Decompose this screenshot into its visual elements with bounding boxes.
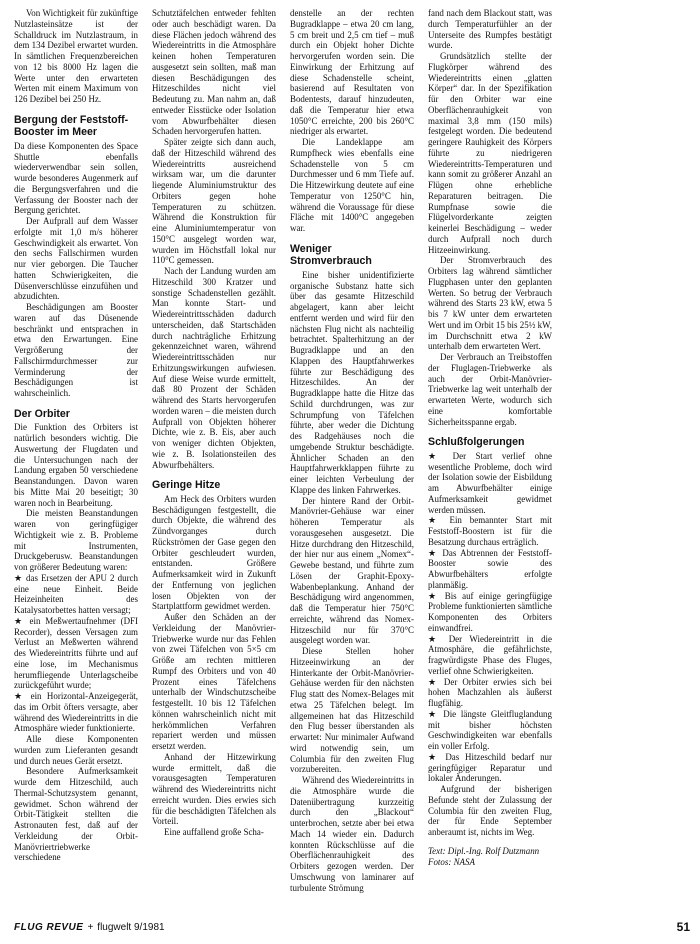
text-column-3 (290, 8, 414, 908)
paragraph: Am Heck des Orbiters wurden Beschädigungen festgestellt, die durch Objekte, die während des Zündvorganges durch Rückströmen der Gase gegen den Orbiter geschleudert wurden, entstanden. Größere Aufmerksamkeit wird in Zukunft der Entfernung von jeglichen losen Objekten von der Startplattform gewidmet werden. (152, 493, 276, 612)
bullet-paragraph: ★ Der Start verlief ohne wesentliche Probleme, doch wird der Isolation sowie der Eisbildung am Abwurfbehälter einige Aufmerksamkeit gewidmet werden müssen. (428, 450, 552, 515)
paragraph: Von Wichtigkeit für zukünftige Nutzlasteinsätze ist der Schalldruck im Nutzlastraum, in dem 134 Dezibel erwartet wurden. In sämtlichen Frequenzbereichen von 12 bis 8000 Hz lagen die Werte unter den erwarteten Werten mit einem Maximum von 126 Dezibel bei 250 Hz. (14, 8, 138, 104)
bullet-paragraph: ★ Die längste Gleitfluglandung mit bisher höchsten Geschwindigkeiten war ebenfalls ein voller Erfolg. (428, 708, 552, 751)
bullet-paragraph: ★ ein Horizontal-Anzeigegerät, das im Orbit öfters versagte, aber während des Wiedereintritts in die Atmosphäre wieder funktionierte. (14, 691, 138, 734)
footer-separator: + (87, 921, 94, 933)
article-columns (14, 8, 690, 908)
paragraph: Die Funktion des Orbiters ist natürlich besonders wichtig. Die Auswertung der Flugdaten und die Untersuchungen nach der Landung ergaben 50 verschiedene Beanstandungen. Davon waren bis Mitte Mai 20 beseitigt; 30 waren noch in Bearbeitung. (14, 422, 138, 508)
paragraph: Später zeigte sich dann auch, daß der Hitzeschild während des Wiedereintritts ausreichend wirksam war, um die darunter liegende Aluminiumstruktur des Orbiters gegen hohe Temperaturen zu schützen. Während die Konstruktion für eine Aluminiumtemperatur von 150°C ausgelegt worden war, wurden im Höchstfall lokal nur 110°C gemessen. (152, 137, 276, 266)
paragraph: Nach der Landung wurden am Hitzeschild 300 Kratzer und sonstige Schadenstellen gezählt. Man konnte Start- und Wiedereintrittsschäden dadurch unterscheiden, daß Startschäden durch nachträgliche Erhitzung gekennzeichnet waren, während Wiedereintrittsschäden nur Erhitzungswirkungen aufwiesen. Auf diese Weise wurde ermittelt, daß 80 Prozent der Schäden während des Starts hervorgerufen worden waren – die meisten durch Aufprall von Objekten höherer Dichte, wie z. B. Eis, aber auch von weniger dichten Objekten, wie z. B. Isolationsteilen des Abwurfbehälters. (152, 266, 276, 470)
paragraph: Alle diese Komponenten wurden zum Lieferanten gesandt und durch neues Gerät ersetzt. (14, 734, 138, 766)
bullet-paragraph: ★ Das Hitzeschild bedarf nur geringfügiger Reparatur und lokaler Änderungen. (428, 751, 552, 784)
bullet-paragraph: ★ ein Meßwertaufnehmer (DFI Recorder), dessen Versagen zum Verlust an Meßwerten während des Wiedereintritts führte und auf eine lose, im Mechanismus herumfliegende Unterlagscheibe zurückgeführt wurde; (14, 615, 138, 691)
paragraph: Außer den Schäden an der Verkleidung der Manövrier-Triebwerke wurde nur das Fehlen von zwei Täfelchen von 5×5 cm Größe am rechten mittleren Rumpf des Orbiters und von 40 Prozent eines Täfelchens unterhalb der Windschutzscheibe festgestellt. 10 bis 12 Täfelchen können wahrscheinlich nicht mit herkömmlichen Verfahren repariert werden und müssen ersetzt werden. (152, 612, 276, 751)
paragraph: Diese Stellen hoher Hitzeeinwirkung an der Hinterkante der Orbit-Manövrier-Gehäuse werden für den nächsten Flug statt des Nomex-Belages mit etwa 25 Täfelchen belegt. Im allgemeinen hat das Hitzeschild den Flug besser überstanden als erwartet: Nur minimaler Aufwand wird notwendig sein, um Columbia für den zweiten Flug vorzubereiten. (290, 646, 414, 775)
paragraph: Anhand der Hitzewirkung wurde ermittelt, daß die vorausgesagten Temperaturen während des Wiedereintritts nicht erreicht wurden. Dies erwies sich für die beschädigten Täfelchen als Vorteil. (152, 751, 276, 827)
paragraph: Der hintere Rand der Orbit-Manövrier-Gehäuse war einer höheren Temperatur als vorausgesehen ausgesetzt. Die Hitze durchdrang den Hitzeschild, der hier nur aus einem „Nomex“-Gewebe bestand, und führte zum Lösen der Graphit-Epoxy-Wabenbeplankung. Anhand der Beschädigung wird angenommen, daß die Temperatur hier 750°C erreichte, während das Nomex-Hitzeschild nur für 370°C ausgelegt worden war. (290, 495, 414, 646)
paragraph: denstelle an der rechten Bugradklappe – etwa 20 cm lang, 5 cm breit und 2,5 cm tief – muß durch ein Objekt hoher Dichte hervorgerufen worden sein. Die Einwirkung der Erhitzung auf diese Schadenstelle scheint, basierend auf Resultaten von Bodentests, darauf hinzudeuten, daß die Temperatur hier etwa 1050°C erreichte, 200 bis 260°C niedriger als erwartet. (290, 8, 414, 137)
issue-label: flugwelt 9/1981 (97, 921, 165, 933)
paragraph: Die meisten Beanstandungen waren von geringfügiger Wichtigkeit wie z. B. Probleme mit Instrumenten, Druckgeberusw. Beanstandungen von größerer Bedeutung waren: (14, 508, 138, 572)
paragraph: Grundsätzlich stellte der Flugkörper während des Wiedereintritts einen „glatten Körper“ dar. In der Spezifikation für den Orbiter war eine Oberflächenrauhigkeit von maximal 3,8 mm (150 mils) festgelegt worden. Die bedeutend geringere Rauhigkeit des Körpers führte zu niedrigeren Wiedereintritts-Temperaturen und kann somit zu größerer Anzahl an Flügen ohne erhebliche Reparaturen beitragen. Die Rumpfnase sowie die Flügelvorderkante zeigten keinerlei Beschädigung – weder durch Aufprall noch durch Hitzeeinwirkung. (428, 51, 552, 255)
text-column-1 (14, 8, 138, 908)
author-credit: Text: Dipl.-Ing. Rolf Dutzmann Fotos: NASA (428, 845, 540, 867)
paragraph: Beschädigungen am Booster waren auf das Düsenende beschränkt und entsprachen in etwa den Erwartungen. Eine Vergrößerung der Fallschirmdurchmesser zur Verminderung der Beschädigungen ist wahrscheinlich. (14, 302, 138, 398)
bullet-paragraph: ★ Der Orbiter erwies sich bei hohen Machzahlen als äußerst flugfähig. (428, 676, 552, 708)
paragraph: Da diese Komponenten des Space Shuttle ebenfalls wiederverwendbar sein sollen, wurde besonderes Augenmerk auf die Bergungsverfahren und die Verfassung der Booster nach der Bergung gerichtet. (14, 140, 138, 216)
paragraph: Eine auffallend große Scha- (164, 827, 264, 837)
bullet-paragraph: ★ Der Wiedereintritt in die Atmosphäre, die gefährlichste, fragwürdigste Phase des Fluges, verlief ohne Schwierigkeiten. (428, 633, 552, 676)
paragraph: Der Verbrauch an Treibstoffen der Fluglagen-Triebwerke als auch der Orbit-Manövrier-Triebwerke lag weit unterhalb der erwarteten Werte, wodurch sich eine komfortable Sicherheitsspanne ergab. (428, 352, 552, 427)
section-heading: Weniger Stromverbrauch (290, 242, 372, 268)
text-column-2 (152, 8, 276, 908)
text-column-4 (428, 8, 552, 908)
page-footer (14, 918, 690, 936)
paragraph: Aufgrund der bisherigen Befunde steht der Zulassung der Columbia für den zweiten Flug, der für Ende September anberaumt ist, nichts im Weg. (428, 784, 552, 837)
section-heading: Bergung der Feststoff-Booster im Meer (14, 113, 129, 139)
page-number: 51 (676, 920, 690, 934)
paragraph: Schutztäfelchen entweder fehlten oder auch beschädigt waren. Da diese Flächen jedoch während des Wiedereintritts in die Atmosphäre keinen hohen Temperaturen ausgesetzt sein sollten, maß man diesen Beschädigungen des Hitzeschildes nicht viel Bedeutung zu. Man nahm an, daß entweder Eisstücke oder Isolation vom Abwurfbehälter diesen Schaden hervorgerufen hatten. (152, 8, 276, 137)
paragraph: Der Aufprall auf dem Wasser erfolgte mit 1,0 m/s höherer Geschwindigkeit als erwartet. Von den sechs Fallschirmen wurden nur vier geborgen. Die Taucher hatten Schwierigkeiten, die Düsenverschlüsse einzufühen und abzudichten. (14, 216, 138, 302)
paragraph: Der Stromverbrauch des Orbiters lag während sämtlicher Flugphasen unter den geplanten Werten. So betrug der Verbrauch während des Starts 23 kW, etwa 5 bis 7 kW unter dem erwarteten Wert und im Orbit 15 bis 25½ kW, im Durchschnitt etwa 2 kW unterhalb dem erwarteten Wert. (428, 255, 552, 352)
bullet-paragraph: ★ das Ersetzen der APU 2 durch eine neue Einheit. Beide Heizeinheiten des Katalysatorbettes hatten versagt; (14, 572, 138, 615)
paragraph: Während des Wiedereintritts in die Atmosphäre wurde die Datenübertragung kurzzeitig durch den „Blackout“ unterbrochen, setzte aber bei etwa Mach 14 wieder ein. Dadurch konnten Rückschlüsse auf die Oberflächenrauhigkeit des Orbiters gezogen werden. Der Umschwung von laminarer auf turbulente Strömung (290, 775, 414, 893)
bullet-paragraph: ★ Bis auf einige geringfügige Probleme funktionierten sämtliche Komponenten des Orbiters einwandfrei. (428, 590, 552, 633)
bullet-paragraph: ★ Ein bemannter Start mit Feststoff-Boostern ist für die Besatzung durchaus erträglich. (428, 515, 552, 547)
magazine-title: FLUG REVUE (14, 921, 84, 933)
paragraph: Eine bisher unidentifizierte organische Substanz hatte sich über das gesamte Hitzeschild abgelagert, kann aber leicht entfernt werden und wird für den nächsten Flug nicht als nachteilig betrachtet. Spalterhitzung an der Bugradklappe und an den Klappen des Hauptfahrwerkes führte zur Beschädigung des Hitzeschildes. An der Bugradklappe hatte die Hitze das Schild durchdrungen, was zur Schrumpfung von Täfelchen führte, aber weder die Dichtung des Radgehäuses noch die umgebende Struktur beschädigte. Ähnlicher Schaden an den Hauptfahrwerkklappen führte zu einer leichten Verbeulung der Klappe des linken Fahrwerkes. (290, 269, 414, 495)
section-heading: Geringe Hitze (152, 479, 221, 492)
bullet-paragraph: ★ Das Abtrennen der Feststoff-Booster sowie des Abwurfbehälters erfolgte planmäßig. (428, 547, 552, 590)
paragraph: fand nach dem Blackout statt, was durch Temperaturfühler an der Unterseite des Rumpfes bestätigt wurde. (428, 8, 552, 51)
paragraph: Besondere Aufmerksamkeit wurde dem Hitzeschild, auch Thermal-Schutzsystem genannt, gewidmet. Schon während der Orbit-Tätigkeit stellten die Astronauten fest, daß auf der Verkleidung der Orbit-Manövriertriebwerke verschiedene (14, 766, 138, 863)
section-heading: Der Orbiter (14, 407, 70, 420)
paragraph: Die Landeklappe am Rumpfheck wies ebenfalls eine Schadenstelle von 5 cm Durchmesser und 6 mm Tiefe auf. Die Hitzewirkung deutete auf eine Temperatur von 1250°C hin, während die Voraussage für diese Fläche mit 1400°C angegeben war. (290, 137, 414, 233)
section-heading: Schlußfolgerungen (428, 436, 525, 449)
